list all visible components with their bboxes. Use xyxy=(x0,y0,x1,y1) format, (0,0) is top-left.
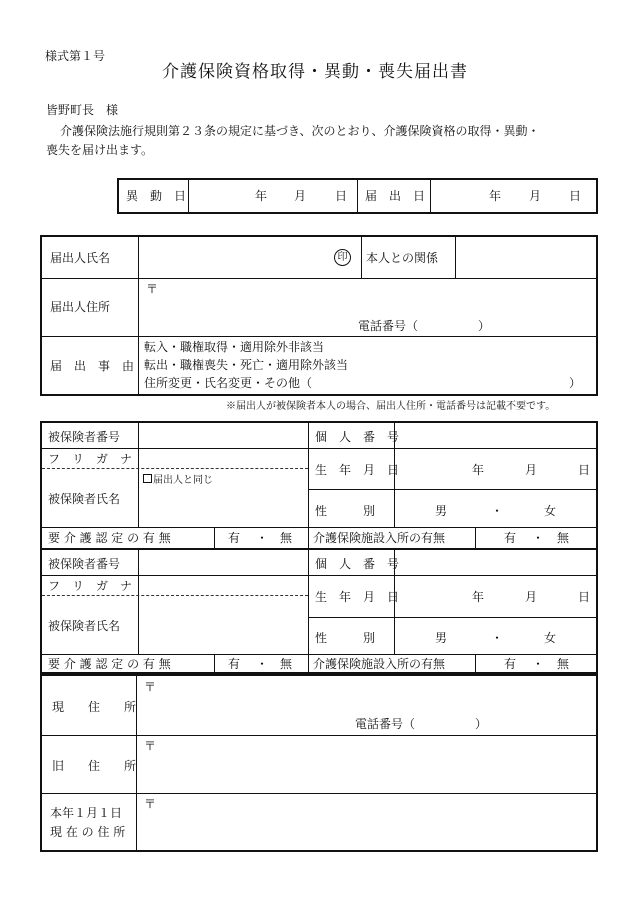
current-address-label: 現 住 所 xyxy=(52,700,137,714)
reason-option-1: 転入・職権取得・適用除外非該当 xyxy=(144,340,325,354)
care-cert-yes-1: 有 xyxy=(228,531,241,545)
birth-label-2: 生 年 月 日 xyxy=(315,590,400,604)
birth-day-2: 日 xyxy=(578,590,591,604)
care-cert-label-2: 要 介 護 認 定 の 有 無 xyxy=(48,657,171,671)
notifier-note: ※届出人が被保険者本人の場合、届出人住所・電話番号は記載不要です。 xyxy=(226,401,556,412)
gender-male-1: 男 xyxy=(435,504,448,518)
insured-number-label-2: 被保険者番号 xyxy=(48,557,121,571)
insured-number-label-1: 被保険者番号 xyxy=(48,430,121,444)
date-row xyxy=(117,178,598,214)
facility-dot-1: ・ xyxy=(532,531,545,545)
change-date-month: 月 xyxy=(294,189,307,203)
care-cert-no-1: 無 xyxy=(280,531,293,545)
postal-mark: 〒 xyxy=(146,282,159,296)
care-cert-dot-2: ・ xyxy=(256,657,269,671)
notify-date-year: 年 xyxy=(489,189,502,203)
notify-date-month: 月 xyxy=(529,189,542,203)
checkbox-icon[interactable] xyxy=(143,474,152,483)
gender-male-2: 男 xyxy=(435,631,448,645)
jan1-address-label-line2: 現 在 の 住 所 xyxy=(50,825,126,839)
reason-label: 届 出 事 由 xyxy=(50,359,135,373)
form-number: 様式第１号 xyxy=(45,49,106,63)
notifier-phone-label: 電話番号（ ） xyxy=(358,319,491,333)
gender-label-2: 性 別 xyxy=(315,631,376,645)
birth-month-2: 月 xyxy=(525,590,538,604)
reason-option-3: 住所変更・氏名変更・その他（ xyxy=(144,376,313,390)
birth-month-1: 月 xyxy=(525,463,538,477)
seal-mark: 印 xyxy=(334,249,351,266)
gender-dot-2: ・ xyxy=(491,631,504,645)
previous-postal-mark: 〒 xyxy=(144,739,157,753)
birth-year-2: 年 xyxy=(472,590,485,604)
personal-no-label-2: 個 人 番 号 xyxy=(315,557,400,571)
gender-female-1: 女 xyxy=(544,504,557,518)
reason-option-2: 転出・職権喪失・死亡・適用除外該当 xyxy=(144,358,349,372)
furigana-label-1: フ リ ガ ナ xyxy=(48,452,133,466)
notifier-name-label: 届出人氏名 xyxy=(50,251,111,265)
insured-section xyxy=(40,421,598,674)
personal-no-label-1: 個 人 番 号 xyxy=(315,430,400,444)
insured-name-label-2: 被保険者氏名 xyxy=(48,619,121,633)
same-as-notifier-label: 届出人と同じ xyxy=(153,475,213,486)
facility-no-2: 無 xyxy=(557,657,570,671)
jan1-postal-mark: 〒 xyxy=(144,797,157,811)
intro-text-line1: 介護保険法施行規則第２３条の規定に基づき、次のとおり、介護保険資格の取得・異動・ xyxy=(60,124,540,138)
birth-day-1: 日 xyxy=(578,463,591,477)
gender-dot-1: ・ xyxy=(491,504,504,518)
notify-date-label: 届 出 日 xyxy=(365,189,426,203)
current-phone-label: 電話番号（ ） xyxy=(355,717,488,731)
furigana-label-2: フ リ ガ ナ xyxy=(48,579,133,593)
facility-dot-2: ・ xyxy=(532,657,545,671)
change-date-year: 年 xyxy=(255,189,268,203)
gender-female-2: 女 xyxy=(544,631,557,645)
insured-name-label-1: 被保険者氏名 xyxy=(48,492,121,506)
jan1-address-label-line1: 本年１月１日 xyxy=(50,806,123,820)
care-cert-yes-2: 有 xyxy=(228,657,241,671)
notify-date-day: 日 xyxy=(569,189,582,203)
intro-text-line2: 喪失を届け出ます。 xyxy=(46,143,154,157)
addressee: 皆野町長 様 xyxy=(46,103,119,117)
current-postal-mark: 〒 xyxy=(144,680,157,694)
previous-address-label: 旧 住 所 xyxy=(52,759,137,773)
care-cert-no-2: 無 xyxy=(280,657,293,671)
page-title: 介護保険資格取得・異動・喪失届出書 xyxy=(162,62,468,82)
birth-label-1: 生 年 月 日 xyxy=(315,463,400,477)
facility-label-1: 介護保険施設入所の有無 xyxy=(313,531,446,545)
birth-year-1: 年 xyxy=(472,463,485,477)
care-cert-dot-1: ・ xyxy=(256,531,269,545)
relation-label: 本人との関係 xyxy=(366,251,439,265)
reason-option-3-close: ） xyxy=(569,376,582,390)
change-date-label: 異 動 日 xyxy=(126,189,187,203)
care-cert-label-1: 要 介 護 認 定 の 有 無 xyxy=(48,531,171,545)
notifier-address-label: 届出人住所 xyxy=(50,300,111,314)
facility-label-2: 介護保険施設入所の有無 xyxy=(313,657,446,671)
facility-no-1: 無 xyxy=(557,531,570,545)
facility-yes-1: 有 xyxy=(504,531,517,545)
address-section xyxy=(40,674,598,852)
same-as-notifier-checkbox[interactable] xyxy=(143,474,213,486)
gender-label-1: 性 別 xyxy=(315,504,376,518)
facility-yes-2: 有 xyxy=(504,657,517,671)
notifier-section xyxy=(40,235,598,396)
change-date-day: 日 xyxy=(335,189,348,203)
